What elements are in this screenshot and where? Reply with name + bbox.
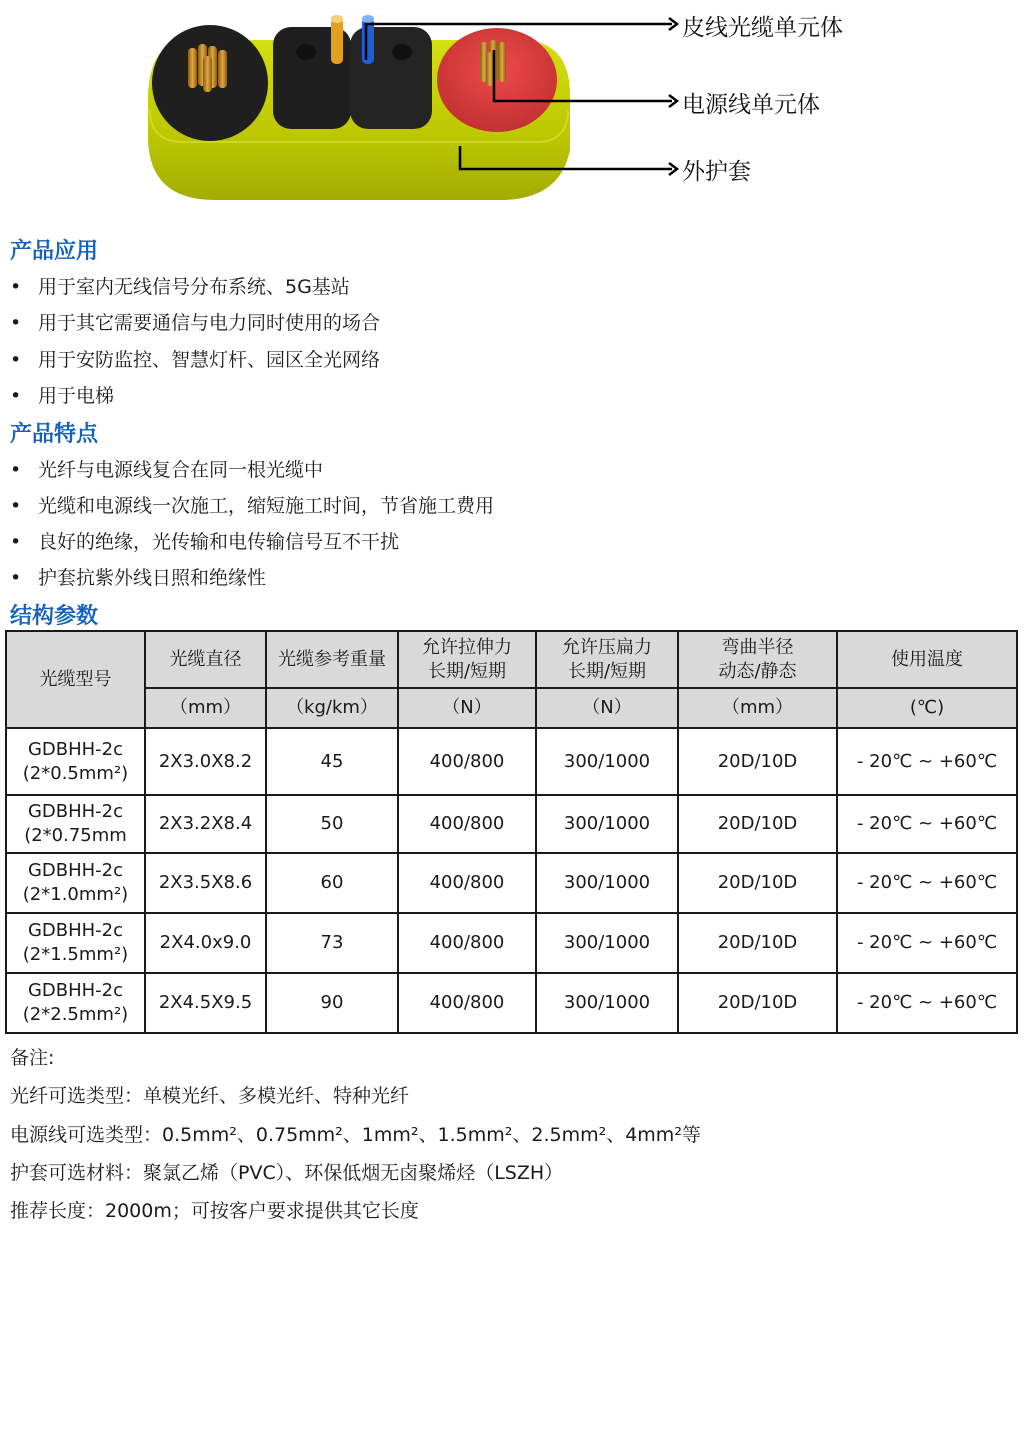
cell-crush: 300/1000 bbox=[536, 913, 678, 973]
cell-crush: 300/1000 bbox=[536, 853, 678, 913]
col-header-model: 光缆型号 bbox=[6, 631, 145, 728]
callout-outer-jacket: 外护套 bbox=[682, 159, 751, 185]
cell-temp: - 20℃ ~ +60℃ bbox=[837, 853, 1017, 913]
cell-weight: 45 bbox=[266, 728, 398, 795]
cell-temp: - 20℃ ~ +60℃ bbox=[837, 913, 1017, 973]
cell-diameter: 2X3.2X8.4 bbox=[145, 795, 266, 853]
col-header-diameter: 光缆直径 bbox=[145, 631, 266, 688]
bullet-icon: • bbox=[10, 312, 22, 334]
application-item: • 用于室内无线信号分布系统、5G基站 bbox=[10, 276, 350, 298]
cell-bend: 20D/10D bbox=[678, 853, 837, 913]
unit-crush: （N） bbox=[536, 688, 678, 728]
col-header-tensile: 允许拉伸力 长期/短期 bbox=[398, 631, 536, 688]
cell-crush: 300/1000 bbox=[536, 795, 678, 853]
callout-power-unit: 电源线单元体 bbox=[682, 92, 820, 118]
cable-cross-section-figure bbox=[0, 0, 1024, 220]
bullet-icon: • bbox=[10, 495, 22, 517]
unit-tensile: （N） bbox=[398, 688, 536, 728]
cell-weight: 73 bbox=[266, 913, 398, 973]
feature-item: • 护套抗紫外线日照和绝缘性 bbox=[10, 567, 267, 589]
bullet-icon: • bbox=[10, 276, 22, 298]
table-row bbox=[6, 973, 1017, 1033]
table-header-row bbox=[6, 631, 1017, 688]
cell-model: GDBHH-2c (2*0.5mm²) bbox=[6, 728, 145, 795]
cell-crush: 300/1000 bbox=[536, 728, 678, 795]
note-jacket-materials: 护套可选材料：聚氯乙烯（PVC）、环保低烟无卤聚烯烃（LSZH） bbox=[10, 1162, 564, 1184]
cell-bend: 20D/10D bbox=[678, 795, 837, 853]
section-heading-structure: 结构参数 bbox=[10, 604, 99, 629]
cell-tensile: 400/800 bbox=[398, 853, 536, 913]
cell-temp: - 20℃ ~ +60℃ bbox=[837, 728, 1017, 795]
bullet-icon: • bbox=[10, 531, 22, 553]
callout-drop-cable-unit: 皮线光缆单元体 bbox=[682, 15, 843, 41]
bullet-icon: • bbox=[10, 349, 22, 371]
cell-tensile: 400/800 bbox=[398, 973, 536, 1033]
feature-item: • 光纤与电源线复合在同一根光缆中 bbox=[10, 459, 324, 481]
bullet-icon: • bbox=[10, 567, 22, 589]
cell-tensile: 400/800 bbox=[398, 795, 536, 853]
section-heading-features: 产品特点 bbox=[10, 422, 99, 447]
unit-weight: （kg/km） bbox=[266, 688, 398, 728]
unit-diameter: （mm） bbox=[145, 688, 266, 728]
bullet-icon: • bbox=[10, 459, 22, 481]
table-row bbox=[6, 853, 1017, 913]
unit-bend: （mm） bbox=[678, 688, 837, 728]
application-item: • 用于其它需要通信与电力同时使用的场合 bbox=[10, 312, 381, 334]
cell-tensile: 400/800 bbox=[398, 728, 536, 795]
spec-table bbox=[5, 630, 1018, 1034]
cell-bend: 20D/10D bbox=[678, 913, 837, 973]
col-header-crush: 允许压扁力 长期/短期 bbox=[536, 631, 678, 688]
cell-diameter: 2X3.0X8.2 bbox=[145, 728, 266, 795]
notes-title: 备注: bbox=[10, 1047, 55, 1069]
cable-illustration bbox=[0, 0, 1024, 220]
unit-temp: (℃) bbox=[837, 688, 1017, 728]
table-units-row bbox=[6, 688, 1017, 728]
cell-temp: - 20℃ ~ +60℃ bbox=[837, 973, 1017, 1033]
cell-diameter: 2X4.5X9.5 bbox=[145, 973, 266, 1033]
section-heading-application: 产品应用 bbox=[10, 239, 99, 264]
cell-temp: - 20℃ ~ +60℃ bbox=[837, 795, 1017, 853]
cell-model: GDBHH-2c (2*1.5mm²) bbox=[6, 913, 145, 973]
cell-weight: 60 bbox=[266, 853, 398, 913]
cell-crush: 300/1000 bbox=[536, 973, 678, 1033]
col-header-temp: 使用温度 bbox=[837, 631, 1017, 688]
cell-diameter: 2X3.5X8.6 bbox=[145, 853, 266, 913]
cell-model: GDBHH-2c (2*0.75mm bbox=[6, 795, 145, 853]
cell-weight: 90 bbox=[266, 973, 398, 1033]
table-row bbox=[6, 728, 1017, 795]
feature-item: • 良好的绝缘，光传输和电传输信号互不干扰 bbox=[10, 531, 400, 553]
cell-diameter: 2X4.0x9.0 bbox=[145, 913, 266, 973]
table-row bbox=[6, 913, 1017, 973]
application-item: • 用于电梯 bbox=[10, 385, 115, 407]
cell-model: GDBHH-2c (2*1.0mm²) bbox=[6, 853, 145, 913]
cell-bend: 20D/10D bbox=[678, 973, 837, 1033]
cell-model: GDBHH-2c (2*2.5mm²) bbox=[6, 973, 145, 1033]
feature-item: • 光缆和电源线一次施工，缩短施工时间，节省施工费用 bbox=[10, 495, 495, 517]
cell-tensile: 400/800 bbox=[398, 913, 536, 973]
cell-weight: 50 bbox=[266, 795, 398, 853]
application-item: • 用于安防监控、智慧灯杆、园区全光网络 bbox=[10, 349, 381, 371]
col-header-bend: 弯曲半径 动态/静态 bbox=[678, 631, 837, 688]
note-fiber-types: 光纤可选类型：单模光纤、多模光纤、特种光纤 bbox=[10, 1085, 410, 1107]
note-power-types: 电源线可选类型：0.5mm²、0.75mm²、1mm²、1.5mm²、2.5mm²、4mm²等 bbox=[10, 1124, 701, 1146]
bullet-icon: • bbox=[10, 385, 22, 407]
table-row bbox=[6, 795, 1017, 853]
note-length: 推荐长度：2000m；可按客户要求提供其它长度 bbox=[10, 1200, 419, 1222]
col-header-weight: 光缆参考重量 bbox=[266, 631, 398, 688]
cell-bend: 20D/10D bbox=[678, 728, 837, 795]
